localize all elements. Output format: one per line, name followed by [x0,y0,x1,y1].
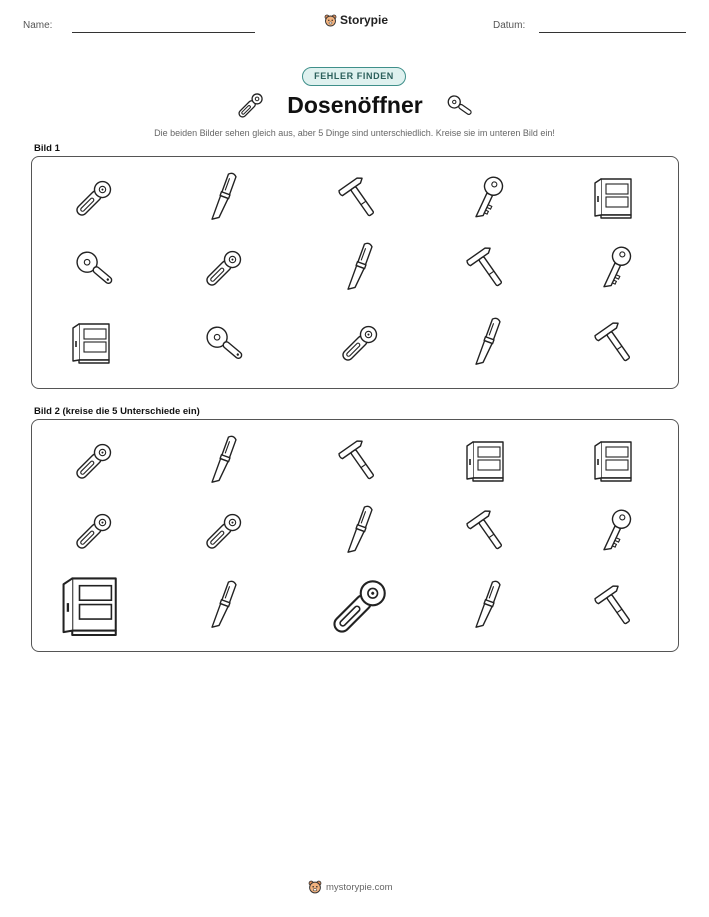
picture1-item-hammer-icon[interactable] [576,303,656,383]
picture2-item-utility-knife-icon[interactable] [448,566,528,646]
picture2-label: Bild 2 (kreise die 5 Unterschiede ein) [34,406,200,417]
page-title: Dosenöffner [287,92,423,118]
picture1-item-hammer-icon[interactable] [320,158,400,238]
picture2-item-can-opener-icon[interactable] [54,421,134,501]
picture2-item-utility-knife-icon[interactable] [184,421,264,501]
instruction-text: Die beiden Bilder sehen gleich aus, aber 5 Dinge sind unterschiedlich. Kreise sie im unteren Bild ein! [154,128,555,138]
brand-logo [324,13,388,27]
picture2-item-hammer-icon[interactable] [320,421,400,501]
picture1-item-pizza-cutter-icon[interactable] [184,303,264,383]
picture2-item-cabinet-icon[interactable] [448,421,528,501]
name-line [72,32,255,33]
picture2-item-cabinet-large-icon[interactable] [54,566,134,646]
picture1-item-pizza-cutter-icon[interactable] [54,228,134,308]
name-label: Name: [23,20,53,31]
picture1-item-cabinet-icon[interactable] [54,303,134,383]
picture2-item-hammer-icon[interactable] [576,566,656,646]
picture1-item-key-icon[interactable] [448,158,528,238]
picture1-label: Bild 1 [34,143,60,154]
picture1-item-hammer-icon[interactable] [448,228,528,308]
picture2-item-can-opener-icon[interactable] [54,491,134,571]
picture1-item-can-opener-icon[interactable] [54,158,134,238]
picture2-item-can-opener-icon[interactable] [184,491,264,571]
picture1-item-cabinet-icon[interactable] [576,158,656,238]
date-line [539,32,686,33]
picture2-item-cabinet-icon[interactable] [576,421,656,501]
picture1-item-utility-knife-icon[interactable] [320,228,400,308]
footer-url: mystorypie.com [326,881,393,893]
picture2-item-utility-knife-icon[interactable] [184,566,264,646]
bear-logo-icon [324,14,337,27]
picture2-item-utility-knife-icon[interactable] [320,491,400,571]
bear-logo-icon [308,880,322,894]
activity-badge: FEHLER FINDEN [302,67,406,86]
picture1-item-can-opener-icon[interactable] [320,303,400,383]
picture1-item-key-icon[interactable] [576,228,656,308]
picture1-item-can-opener-icon[interactable] [184,228,264,308]
brand-name: Storypie [340,13,389,27]
footer [308,880,393,894]
title-pizza-cutter-icon [443,93,477,124]
title-can-opener-icon [233,93,267,124]
picture2-item-key-icon[interactable] [576,491,656,571]
picture2-item-can-opener-large-icon[interactable] [320,566,400,646]
picture2-item-hammer-icon[interactable] [448,491,528,571]
date-label: Datum: [493,20,526,31]
picture1-item-utility-knife-icon[interactable] [448,303,528,383]
picture1-item-utility-knife-icon[interactable] [184,158,264,238]
